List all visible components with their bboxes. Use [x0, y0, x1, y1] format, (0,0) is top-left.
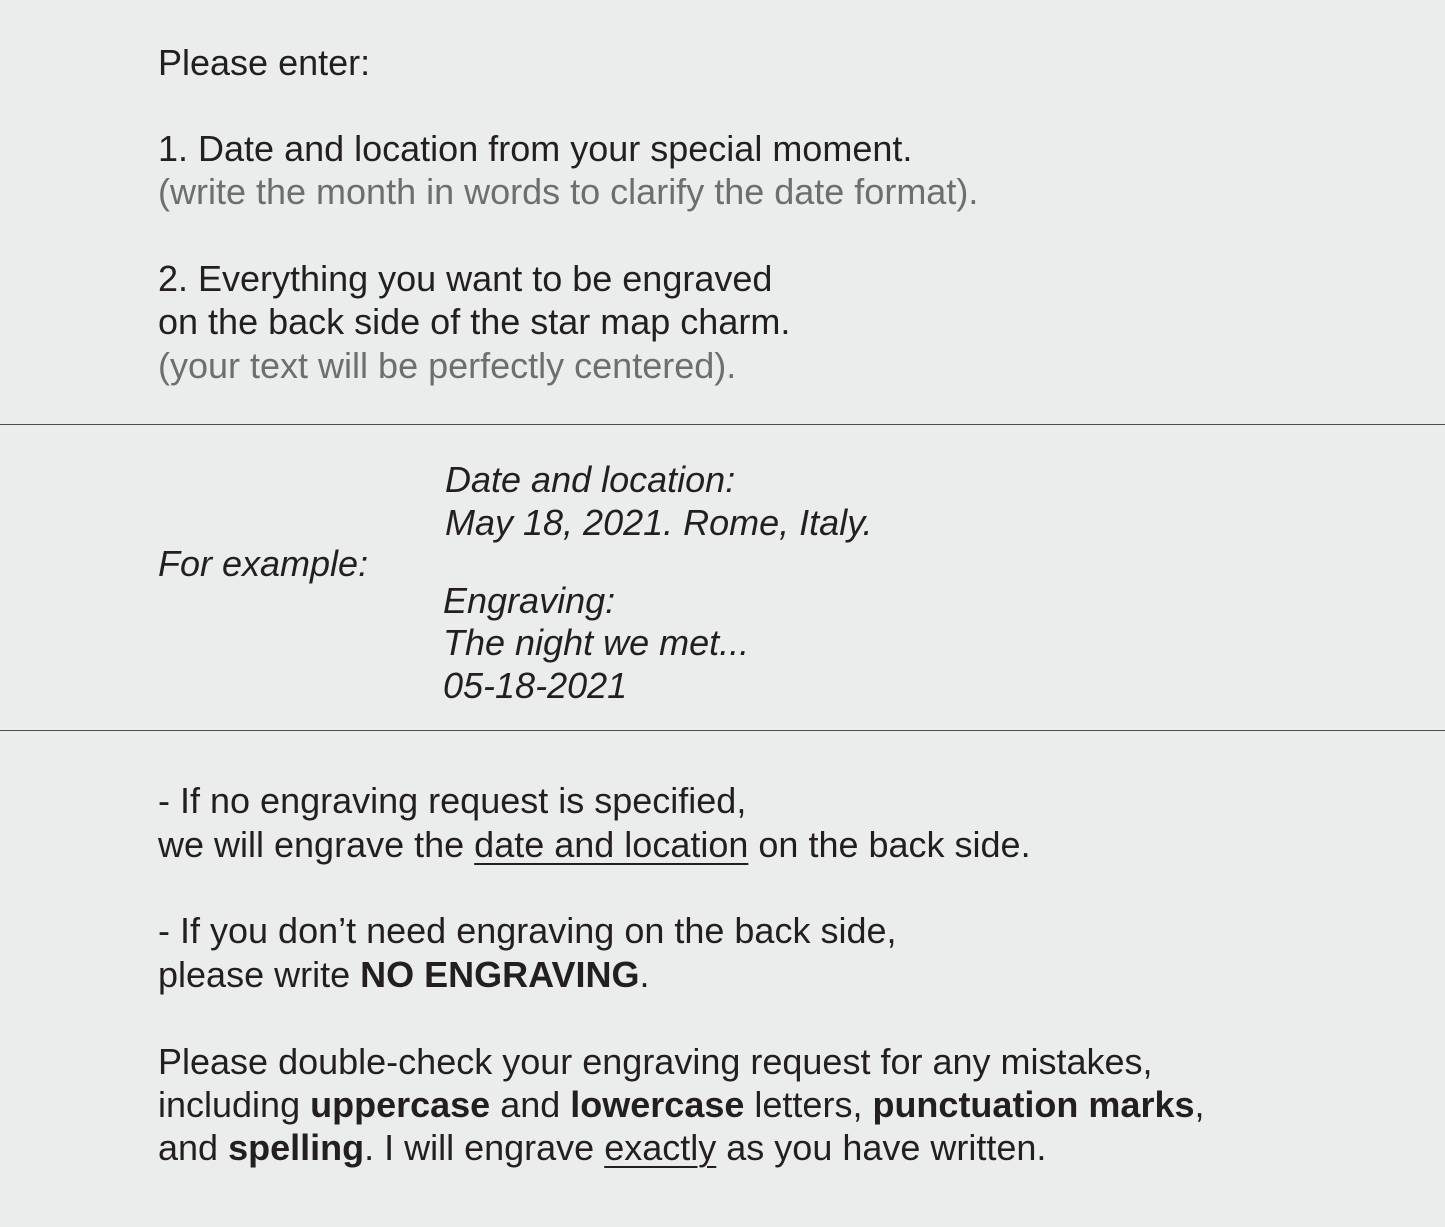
intro-heading: Please enter: — [158, 42, 371, 83]
punctuation-bold: punctuation marks — [872, 1084, 1195, 1125]
divider-top — [0, 424, 1445, 425]
exactly-underlined: exactly — [604, 1127, 717, 1168]
divider-bottom — [0, 730, 1445, 731]
note1-text-end: on the back side. — [748, 824, 1031, 865]
example-engraving-line2: 05-18-2021 — [443, 665, 628, 706]
example-engraving-heading: Engraving: — [443, 580, 616, 621]
note1-text: we will engrave the — [158, 824, 475, 865]
note1-line1: - If no engraving request is specified, — [158, 780, 747, 821]
spelling-bold: spelling — [228, 1127, 365, 1168]
example-date-value: May 18, 2021. Rome, Italy. — [445, 502, 873, 543]
item1-note: (write the month in words to clarify the date format). — [158, 171, 979, 212]
note3-line2 — [158, 1083, 1205, 1127]
date-location-underlined: date and location — [474, 824, 749, 865]
note3-text-3e: as you have written. — [716, 1127, 1047, 1168]
item2-line1: 2. Everything you want to be engraved — [158, 258, 773, 299]
note3-text-a: including — [158, 1084, 311, 1125]
note3-text-g: , — [1194, 1084, 1205, 1125]
item2-line2: on the back side of the star map charm. — [158, 301, 791, 342]
note3-text-e: letters, — [744, 1084, 873, 1125]
note3-line3 — [158, 1126, 1046, 1170]
uppercase-bold: uppercase — [310, 1084, 491, 1125]
example-date-heading: Date and location: — [445, 459, 736, 500]
item2-note: (your text will be perfectly centered). — [158, 345, 737, 386]
note2-line2 — [158, 953, 649, 997]
note2-text-end: . — [639, 954, 650, 995]
example-label: For example: — [158, 543, 369, 584]
note3-line1: Please double-check your engraving request for any mistakes, — [158, 1041, 1153, 1082]
note3-text-3c: . I will engrave — [364, 1127, 605, 1168]
note3-text-3a: and — [158, 1127, 229, 1168]
lowercase-bold: lowercase — [570, 1084, 745, 1125]
no-engraving-bold: NO ENGRAVING — [360, 954, 640, 995]
note3-text-c: and — [490, 1084, 571, 1125]
note1-line2 — [158, 823, 1031, 867]
example-engraving-line1: The night we met... — [443, 622, 750, 663]
note2-text: please write — [158, 954, 361, 995]
note2-line1: - If you don’t need engraving on the back side, — [158, 910, 897, 951]
item1-line: 1. Date and location from your special moment. — [158, 128, 913, 169]
